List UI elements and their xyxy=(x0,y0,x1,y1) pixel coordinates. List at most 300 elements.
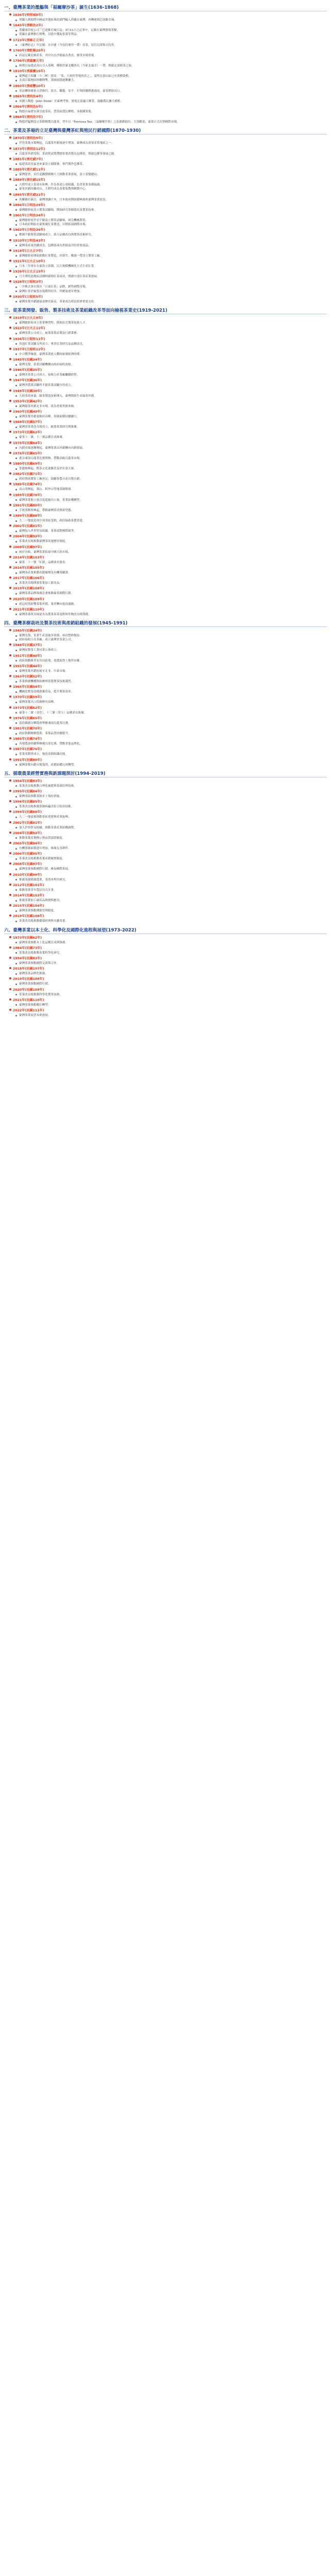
timeline-item: 臺灣茶業推動數位轉型。 xyxy=(15,1003,327,1007)
bullet-dot-icon xyxy=(9,228,11,230)
timeline-item: 茶業改良場推動科學化製茶技術。 xyxy=(15,993,327,997)
timeline-item: 臺灣綠茶外銷北非市場，成為重要外匯來源。 xyxy=(15,404,327,409)
timeline-item: 臺灣總督府成立茶業傳習所，開始培育製茶技術人才。 xyxy=(15,321,327,325)
timeline-item: 兩岸直航，臺灣茶業拓展中國大陸市場。 xyxy=(15,550,327,554)
bullet-dot-icon xyxy=(9,420,11,422)
year-heading xyxy=(9,399,327,404)
year-heading xyxy=(9,503,327,508)
year-label: 2016年(民國105年) xyxy=(13,566,44,570)
year-label: 2005年(民國94年) xyxy=(13,842,42,846)
timeline-item: 臺灣茶葉外銷總量達歷史新高，茶業成為殖民經濟重要支柱。 xyxy=(15,300,327,304)
bullet-dot-icon xyxy=(9,862,11,865)
bullet-dot-icon xyxy=(9,431,11,433)
timeline-item: 各地農會陸續舉辦優良茶比賽，帶動茶葉品牌化。 xyxy=(15,742,327,746)
bullet-dot-icon xyxy=(9,1009,11,1011)
year-label: 1985年(民國74年) xyxy=(13,737,42,741)
timeline-item: 臺茶十二號、十三號品種育成推廣。 xyxy=(15,435,327,439)
timeline-item: 臺灣茶業推動國際行銷，參加國際茶展。 xyxy=(15,867,327,871)
year-label: 1963年(民國52年) xyxy=(13,675,42,679)
year-heading xyxy=(9,389,327,394)
year-heading xyxy=(9,295,327,299)
year-label: 2006年(民國95年) xyxy=(13,852,42,856)
timeline-item: 推動茶葉產地標示與品質認證制度。 xyxy=(15,836,327,840)
year-label: 1965年(民國54年) xyxy=(13,685,42,689)
bullet-dot-icon xyxy=(9,49,11,51)
timeline-item: 新冠疫情影響茶葉外銷，業者轉向電商通路。 xyxy=(15,602,327,606)
timeline-item: 政府開放製茶工廠登記，鼓勵茶農自產自製自銷。 xyxy=(15,477,327,481)
year-heading xyxy=(9,607,327,612)
bullet-dot-icon xyxy=(9,249,11,251)
timeline-document xyxy=(0,0,330,1018)
year-heading xyxy=(9,664,327,669)
year-label: 1953年(民國42年) xyxy=(13,399,42,403)
year-label: 2002年(民國91年) xyxy=(13,821,42,825)
year-heading xyxy=(9,84,327,89)
year-heading xyxy=(9,157,327,162)
timeline-item: 日本三井會社在臺設立茶園，以大規模機械化方式生產紅茶。 xyxy=(15,264,327,268)
bullet-dot-icon xyxy=(9,348,11,350)
year-heading xyxy=(9,524,327,529)
bullet-dot-icon xyxy=(9,675,11,677)
timeline-item: 政府接收日產茶廠，成立臺灣省茶業公司。 xyxy=(15,638,327,642)
bullet-dot-icon xyxy=(9,654,11,656)
timeline-item: 機械化製茶設備逐漸普及，提升製茶效率。 xyxy=(15,690,327,694)
bullet-dot-icon xyxy=(9,472,11,474)
timeline-item: 臺灣茶業推動溯源管理制度。 xyxy=(15,909,327,913)
year-heading xyxy=(9,643,327,648)
timeline-item: 世界茶葉市場興起，烏龍茶外銷量逐年增加，臺灣成為重要產茶地區之一。 xyxy=(15,141,327,145)
bullet-dot-icon xyxy=(9,389,11,392)
timeline-item: 內銷市場逐漸興起，臺灣茶業由外銷轉向內銷發展。 xyxy=(15,446,327,450)
year-heading xyxy=(9,38,327,43)
year-heading xyxy=(9,674,327,679)
year-heading xyxy=(9,337,327,342)
year-label: 2008年(民國97年) xyxy=(13,545,42,549)
year-heading xyxy=(9,358,327,362)
timeline-item: 高山茶興起，梨山、阿里山等地茶園開發。 xyxy=(15,487,327,492)
bullet-dot-icon xyxy=(9,168,11,170)
timeline-item: 臺灣省農業試驗所平鎮茶業試驗分所成立。 xyxy=(15,383,327,387)
year-label: 1968年(民國57年) xyxy=(13,420,42,425)
bullet-dot-icon xyxy=(9,535,11,537)
year-label: 2014年(民國103年) xyxy=(13,894,44,898)
year-label: 1945年(民國34年) xyxy=(13,629,42,633)
timeline-item: 臺茶十二號（金萱）、十三號（翠玉）品種命名推廣。 xyxy=(15,711,327,715)
year-label: 2010年(民國99年) xyxy=(13,873,42,877)
year-label: 2020年(民國109年) xyxy=(13,988,44,992)
year-label: 1881年(清光緒7年) xyxy=(13,157,43,161)
year-label: 1947年(民國36年) xyxy=(13,379,42,383)
bullet-dot-icon xyxy=(9,842,11,844)
timeline-item: 有機茶園面積逐年增加，推廣友善耕作。 xyxy=(15,846,327,851)
timeline-item: 茶業推廣機構開始辦理茶農製茶技術講習。 xyxy=(15,680,327,684)
year-label: 1982年(民國71年) xyxy=(13,472,42,477)
year-label: 1930年(日昭和5年) xyxy=(13,295,43,299)
year-heading xyxy=(9,967,327,971)
year-heading xyxy=(9,936,327,940)
year-heading xyxy=(9,956,327,961)
timeline-item: 臺灣光復，茶業生產設施多毀損，亟待整修復原。 xyxy=(15,634,327,638)
timeline-item: 茶業改良場推動茶葉產銷履歷制度。 xyxy=(15,857,327,861)
year-heading xyxy=(9,203,327,208)
year-heading xyxy=(9,726,327,731)
timeline-item: 臺灣茶業推動本土化品種育成與推廣。 xyxy=(15,941,327,945)
year-label: 2015年(民國104年) xyxy=(13,904,44,908)
timeline-item: 臺灣茶產量持續成長，包種茶成為外銷南洋的重要商品。 xyxy=(15,244,327,248)
year-label: 2021年(民國110年) xyxy=(13,607,44,612)
bullet-dot-icon xyxy=(9,977,11,979)
year-label: 1955年(民國44年) xyxy=(13,664,42,668)
timeline-item: 臺灣茶業公司成立，統籌茶葉產製及行銷業務。 xyxy=(15,331,327,335)
year-label: 1949年(民國38年) xyxy=(13,389,42,393)
year-heading xyxy=(9,904,327,908)
timeline-item: 臺灣加入世界貿易組織，茶業面對國際競爭。 xyxy=(15,529,327,533)
bullet-dot-icon xyxy=(9,158,11,160)
section-heading: 六、臺灣茶業以本土化、科學化及國際化進程與展望(1973-2022) xyxy=(4,927,327,934)
bullet-dot-icon xyxy=(9,852,11,854)
bullet-dot-icon xyxy=(9,95,11,97)
bullet-dot-icon xyxy=(9,598,11,600)
timeline-item: 英法聯軍後依天津條約，淡水、雞籠、安平、打狗陸續開港通商，臺茶開始出口。 xyxy=(15,89,327,93)
timeline-item: 魚池紅茶試驗支所成立，專責紅茶研究及品種改良。 xyxy=(15,342,327,346)
year-heading xyxy=(9,883,327,888)
year-label: 2012年(民國101年) xyxy=(13,883,44,887)
bullet-dot-icon xyxy=(9,566,11,568)
bullet-dot-icon xyxy=(9,105,11,107)
year-heading xyxy=(9,514,327,518)
year-heading xyxy=(9,977,327,981)
year-heading xyxy=(9,545,327,550)
timeline-item: 中日戰爭爆發，臺灣茶業進入戰時統制經濟時期。 xyxy=(15,352,327,357)
bullet-dot-icon xyxy=(9,957,11,959)
year-heading xyxy=(9,576,327,581)
timeline-item: 政府推動精緻農業，茶葉品質持續提升。 xyxy=(15,732,327,736)
year-heading xyxy=(9,178,327,182)
timeline-item: 日月潭魚池地區試種阿薩姆紅茶成功，開啟中部紅茶產業發展。 xyxy=(15,275,327,279)
year-heading xyxy=(9,1008,327,1013)
year-label: 1873年(清同治12年) xyxy=(13,147,45,151)
year-label: 1865年(清同治4年) xyxy=(13,94,43,98)
timeline-item: 臺灣茶葉內銷市場蓬勃，產銷結構完成轉型。 xyxy=(15,763,327,767)
year-label: 1994年(民國83年) xyxy=(13,779,42,783)
year-label: 1989年(民國78年) xyxy=(13,493,42,497)
timeline-item: 政府推動耕者有其田政策，茶農取得土地所有權。 xyxy=(15,659,327,663)
bullet-dot-icon xyxy=(9,685,11,687)
bullet-dot-icon xyxy=(9,204,11,206)
bullet-dot-icon xyxy=(9,337,11,340)
year-label: 2008年(民國97年) xyxy=(13,862,42,867)
timeline-item: 北部丘陵地區陸續開墾，茶園面積逐漸擴大。 xyxy=(15,78,327,82)
year-heading xyxy=(9,136,327,141)
year-heading xyxy=(9,685,327,689)
year-label: 2022年(民國111年) xyxy=(13,1009,44,1013)
year-label: 2019年(民國108年) xyxy=(13,914,44,919)
year-heading xyxy=(9,23,327,28)
year-label: 2002年(民國91年) xyxy=(13,524,42,529)
year-heading xyxy=(9,988,327,992)
bullet-dot-icon xyxy=(9,410,11,412)
year-label: 1870年(清同治9年) xyxy=(13,137,43,141)
section-heading: 三、從茶業開發、販售、製茶技術及茶業組織改革等面向檢視茶業史(1919-2021) xyxy=(4,307,327,314)
timeline-item: 九二一地震造成中部茶區受損，政府協助茶農重建。 xyxy=(15,519,327,523)
year-heading xyxy=(9,758,327,762)
year-label: 1889年(清光緒15年) xyxy=(13,178,45,182)
timeline-item: 鹿谷凍頂烏龍茶比賽開辦，帶動高級烏龍茶市場。 xyxy=(15,456,327,461)
bullet-dot-icon xyxy=(9,379,11,381)
timeline-item: 府誌記載北路產茶，其中以水沙連最為著名，頗受市場重視。 xyxy=(15,54,327,58)
bullet-dot-icon xyxy=(9,556,11,558)
year-label: 1996年(民國85年) xyxy=(13,800,42,804)
year-heading xyxy=(9,893,327,898)
bullet-dot-icon xyxy=(9,137,11,139)
year-label: 1973年(民國62年) xyxy=(13,706,42,710)
year-label: 1910年(日明治43年) xyxy=(13,239,45,243)
year-label: 1973年(民國62年) xyxy=(13,936,42,940)
bullet-dot-icon xyxy=(9,758,11,760)
year-label: 1970年(民國59年) xyxy=(13,696,42,700)
year-heading xyxy=(9,69,327,74)
timeline-item: 臺茶二十一號「紅韻」品種命名發表。 xyxy=(15,561,327,565)
bullet-dot-icon xyxy=(9,115,11,117)
year-heading xyxy=(9,789,327,794)
timeline-item: 臺灣茶業推動國際行銷。 xyxy=(15,982,327,986)
bullet-dot-icon xyxy=(9,873,11,875)
year-heading xyxy=(9,105,327,109)
year-label: 1936年(日昭和11年) xyxy=(13,337,45,341)
bullet-dot-icon xyxy=(9,967,11,969)
timeline-item: 陶德於艋舺設立茶館精製烏龍茶，翌年以「Formosa Tea」（福爾摩沙茶）之名運銷紐約，大受歡迎，臺茶正式打開國際市場。 xyxy=(15,120,327,124)
year-heading xyxy=(9,586,327,591)
bullet-dot-icon xyxy=(9,800,11,802)
year-label: 1903年(日明治36年) xyxy=(13,228,45,232)
year-label: 1923年(日大正12年) xyxy=(13,327,45,331)
timeline-item: 臺灣茶業改良場更名為農業部茶及飲料作物改良場籌備。 xyxy=(15,613,327,617)
year-heading xyxy=(9,472,327,477)
timeline-item: 《臺灣府志》中記載：水沙連（今南投埔里一帶）產茶，原住民採集以待售。 xyxy=(15,43,327,47)
bullet-dot-icon xyxy=(9,358,11,360)
timeline-item: 臺灣光復，茶業試驗機構由政府接收改組。 xyxy=(15,363,327,367)
year-heading xyxy=(9,213,327,218)
year-label: 1976年(民國65年) xyxy=(13,716,42,720)
year-label: 1946年(民國35年) xyxy=(13,368,42,372)
timeline-item: 茶業改良場推動臺灣茶產地標章制度。 xyxy=(15,539,327,544)
timeline-item: 臺灣省茶業公司成立，接收日產茶廠繼續經營。 xyxy=(15,373,327,377)
year-heading xyxy=(9,193,327,197)
year-label: 1991年(民國80年) xyxy=(13,503,42,507)
timeline-item: 荷蘭東印度公司「巴達維亞城日誌」3月11日之記事中，記載在臺灣發現茶樹。 xyxy=(15,28,327,32)
timeline-item: 臺灣茶葉外銷量維持高峰，茶園面積持續擴大。 xyxy=(15,415,327,419)
timeline-item: 臺茶外銷持續成長，大稻埕成為茶葉集散與精製中心。 xyxy=(15,187,327,191)
timeline-item: 手搖茶飲料興起，帶動臺灣茶消費新型態。 xyxy=(15,509,327,513)
year-label: 1901年(日明治34年) xyxy=(13,214,45,218)
timeline-item: 臺灣茶葉出口值創歷史高峰。 xyxy=(15,700,327,704)
year-label: 1926年(日大正15年) xyxy=(13,270,45,274)
bullet-dot-icon xyxy=(9,946,11,948)
year-label: 1723年(清雍正元年) xyxy=(13,38,44,42)
timeline-item: 茶業改良場推動茶葉科學化研究。 xyxy=(15,951,327,955)
year-label: 1937年(日昭和12年) xyxy=(13,347,45,351)
year-heading xyxy=(9,368,327,372)
year-heading xyxy=(9,821,327,825)
year-heading xyxy=(9,873,327,877)
section-heading: 五、循環農業經營實務與新課題探討(1994-2019) xyxy=(4,770,327,777)
year-label: 2019年(民國108年) xyxy=(13,587,44,591)
year-heading xyxy=(9,946,327,951)
year-label: 2004年(民國93年) xyxy=(13,535,42,539)
bullet-dot-icon xyxy=(9,629,11,631)
bullet-dot-icon xyxy=(9,821,11,823)
timeline-item: 英國人陶德（John Dodd）至臺灣考察，發現北部適合種茶，鼓勵農民擴大種植。 xyxy=(15,99,327,104)
year-label: 1984年(民國73年) xyxy=(13,946,42,950)
year-heading xyxy=(9,280,327,284)
timeline-item: 烏龍茶外銷受阻，茶商嘗試將滯銷茶葉改製為包種茶，開啟包種茶發展之路。 xyxy=(15,152,327,156)
year-label: 1995年(民國84年) xyxy=(13,790,42,794)
year-heading xyxy=(9,737,327,741)
timeline-item: 臺灣茶葉外銷拓展至北非、中東市場。 xyxy=(15,669,327,673)
year-heading xyxy=(9,555,327,560)
timeline-item: 臺灣總督府開始推動紅茶製造，於新竹、桃園一帶設立製茶工廠。 xyxy=(15,254,327,258)
year-label: 2017年(民國106年) xyxy=(13,577,44,581)
year-label: 1810年(清嘉慶15年) xyxy=(13,70,45,74)
timeline-item: 柯朝自福建武夷山引入茶種，種植於臺北鰈魚坑（今新北瑞芳）一帶，開啟北部植茶之始。 xyxy=(15,64,327,68)
bullet-dot-icon xyxy=(9,400,11,402)
timeline-item: 茶業改良場開發茶葉加工新產品。 xyxy=(15,581,327,585)
bullet-dot-icon xyxy=(9,368,11,370)
bullet-dot-icon xyxy=(9,70,11,72)
year-heading xyxy=(9,228,327,232)
bullet-dot-icon xyxy=(9,442,11,444)
year-label: 2014年(民國103年) xyxy=(13,555,44,560)
bullet-dot-icon xyxy=(9,193,11,195)
timeline-item: 日本政府開始在臺推廣紅茶製造，以期拓展國際市場。 xyxy=(15,223,327,227)
year-heading xyxy=(9,716,327,721)
year-label: 1985年(民國74年) xyxy=(13,483,42,487)
year-heading xyxy=(9,167,327,172)
bullet-dot-icon xyxy=(9,748,11,750)
year-label: 1636年(明崇禎9年) xyxy=(13,13,43,17)
year-label: 1951年(民國40年) xyxy=(13,654,42,658)
bullet-dot-icon xyxy=(9,643,11,646)
bullet-dot-icon xyxy=(9,546,11,548)
year-label: 1860年(清咸豐10年) xyxy=(13,84,45,88)
bullet-dot-icon xyxy=(9,39,11,41)
timeline-item: 臺灣茶產業推動產銷履歷及有機茶驗證。 xyxy=(15,571,327,575)
year-label: 1999年(民國88年) xyxy=(13,810,42,815)
year-label: 1991年(民國80年) xyxy=(13,758,42,762)
year-label: 1994年(民國83年) xyxy=(13,957,42,961)
timeline-item: 福建茶商吳福老來臺設立源隆號，專門製作包種茶。 xyxy=(15,162,327,166)
year-heading xyxy=(9,430,327,435)
year-label: 1973年(民國62年) xyxy=(13,431,42,435)
year-heading xyxy=(9,779,327,784)
bullet-dot-icon xyxy=(9,13,11,15)
bullet-dot-icon xyxy=(9,147,11,149)
timeline-item: 臺灣總督府於安平鎮設立製茶試驗場，研究機械製茶。 xyxy=(15,218,327,223)
year-heading xyxy=(9,316,327,320)
year-label: 2020年(民國109年) xyxy=(13,597,44,601)
bullet-dot-icon xyxy=(9,832,11,834)
year-heading xyxy=(9,800,327,804)
year-label: 1960年(民國49年) xyxy=(13,410,42,414)
bullet-dot-icon xyxy=(9,706,11,708)
year-heading xyxy=(9,654,327,658)
timeline-item: 馬關條約簽訂，臺灣割讓日本，日本政府開始積極調查臺灣茶業狀況。 xyxy=(15,198,327,202)
year-label: 1796年(清嘉慶元年) xyxy=(13,59,44,63)
timeline-item: 臺灣茶業展望未來發展。 xyxy=(15,1013,327,1018)
year-heading xyxy=(9,534,327,539)
year-label: 2004年(民國93年) xyxy=(13,831,42,835)
year-heading xyxy=(9,462,327,466)
bullet-dot-icon xyxy=(9,260,11,262)
year-label: 1987年(民國76年) xyxy=(13,748,42,752)
timeline-item: 推廣茶園循環農業，茶渣再利用研究。 xyxy=(15,878,327,882)
year-heading xyxy=(9,482,327,487)
bullet-dot-icon xyxy=(9,884,11,886)
bullet-dot-icon xyxy=(9,295,11,297)
bullet-dot-icon xyxy=(9,59,11,61)
year-heading xyxy=(9,831,327,836)
year-label: 1981年(民國70年) xyxy=(13,727,42,731)
bullet-dot-icon xyxy=(9,504,11,506)
timeline-item: 茶業產銷班成立，強化產銷組織功能。 xyxy=(15,752,327,756)
year-heading xyxy=(9,695,327,700)
timeline-item: 九二一地震後推動茶區重建與產業振興。 xyxy=(15,815,327,819)
bullet-dot-icon xyxy=(9,462,11,464)
year-heading xyxy=(9,59,327,63)
bullet-dot-icon xyxy=(9,280,11,282)
year-label: 1921年(日大正10年) xyxy=(13,260,45,264)
timeline-item: 荷蘭人開始將中國或其他區域產銷門輸入荷蘭在臺灣，再轉運到巴達維亞城。 xyxy=(15,18,327,22)
timeline-item: 臺灣省茶業改良場成立，統籌茶業研究與推廣。 xyxy=(15,425,327,429)
bullet-dot-icon xyxy=(9,84,11,87)
timeline-item: 桃園平鎮製茶試驗場成立，致力品種改良與製茶技術研究。 xyxy=(15,233,327,237)
bullet-dot-icon xyxy=(9,727,11,729)
year-label: 1928年(日昭和3年) xyxy=(13,280,43,284)
timeline-item: 臺灣道王紹蘭〈小三峽〉提及：「茶，大嵙崁等地皆產之」，說明北部山區已有茶樹栽植。 xyxy=(15,74,327,78)
bullet-dot-icon xyxy=(9,494,11,496)
timeline-item: 茶業改良場推廣茶園病蟲害綜合防治技術。 xyxy=(15,805,327,809)
year-label: 1645年(清順治2年) xyxy=(13,24,43,28)
timeline-item: 三井株式會社推出「日東紅茶」品牌，銷售國際市場。 xyxy=(15,285,327,289)
year-heading xyxy=(9,493,327,498)
year-heading xyxy=(9,747,327,752)
timeline-item: 大陸茶商來臺，綠茶製造技術傳入，臺灣開始生產綠茶外銷。 xyxy=(15,394,327,398)
bullet-dot-icon xyxy=(9,608,11,610)
year-label: 1868年(清同治7年) xyxy=(13,115,43,120)
year-label: 1919年(日大正8年) xyxy=(13,316,43,320)
year-label: 1760年(清乾隆25年) xyxy=(13,48,45,53)
section-heading: 二、茶業及茶場的立足臺灣與臺灣茶紅與殖民行銷國際(1870-1930) xyxy=(4,127,327,134)
year-label: 2019年(民國108年) xyxy=(13,977,44,981)
section-heading: 一、臺灣茶業的濫觴與「福爾摩沙茶」誕生(1636-1868) xyxy=(4,4,327,11)
bullet-dot-icon xyxy=(9,214,11,216)
bullet-dot-icon xyxy=(9,239,11,241)
timeline-item: 加入世界貿易組織，推動茶業產業結構調整。 xyxy=(15,826,327,830)
year-heading xyxy=(9,451,327,456)
timeline-item: 臺灣紅茶於倫敦市場獲得好評，外銷量逐年增加。 xyxy=(15,290,327,294)
year-heading xyxy=(9,326,327,331)
timeline-item: 臺灣建省，首任巡撫劉銘傳大力推動茶業發展，設立茶釐總局。 xyxy=(15,173,327,177)
year-heading xyxy=(9,239,327,243)
year-heading xyxy=(9,566,327,570)
timeline-item: 推廣茶葉加工副產品開發與應用。 xyxy=(15,899,327,903)
section-heading: 四、臺灣茶樹栽培及製茶技術與產銷組織的發展(1945-1991) xyxy=(4,620,327,627)
bullet-dot-icon xyxy=(9,524,11,527)
year-label: 1975年(民國64年) xyxy=(13,441,42,445)
bullet-dot-icon xyxy=(9,577,11,579)
bullet-dot-icon xyxy=(9,988,11,990)
bullet-dot-icon xyxy=(9,514,11,516)
